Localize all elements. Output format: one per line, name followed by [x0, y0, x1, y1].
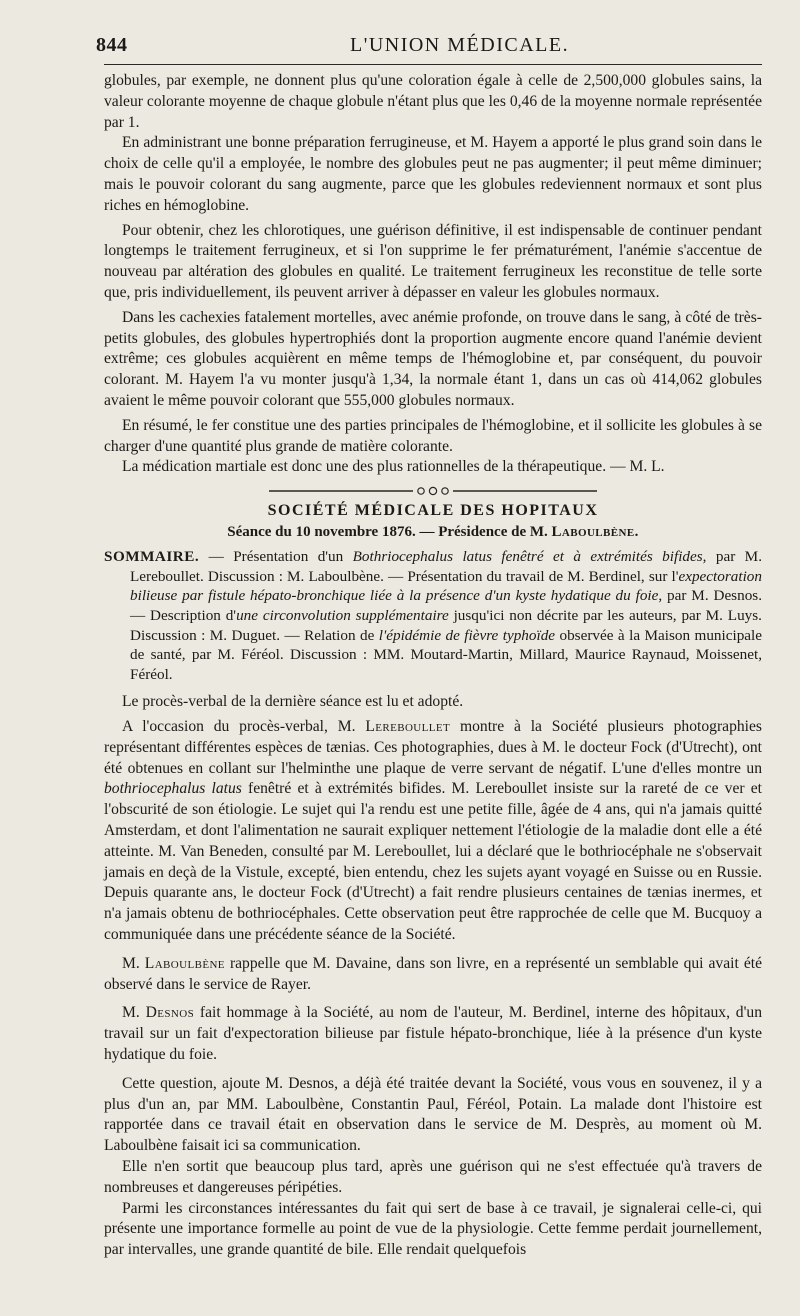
paragraph: Parmi les circonstances intéressantes du fait qui sert de base à ce travail, je signalerai celle-ci, qui présente une importance formelle au point de vue de la physiologie. Cette femme perdait journellement, par intervalles, une grande quantité de bile. Elle rendait quelquefois: [104, 1199, 762, 1259]
person-name: Laboulbène: [144, 954, 225, 972]
seance-text: Séance du 10 novembre 1876. — Présidence de M.: [227, 524, 548, 541]
paragraph: Pour obtenir, chez les chlorotiques, une guérison définitive, il est indispensable de continuer pendant longtemps le traitement ferrugineux, et si l'on supprime le fer prématurément, l'anémie s'accentue de nouveau par altération des globules en qualité. Le traitement ferrugineux les reconstitue de telle sorte que, pris individuellement, ils peuvent arriver à dépasser en valeur les globules normaux.: [104, 221, 762, 301]
sommaire: [104, 547, 762, 684]
sommaire-label: SOMMAIRE.: [104, 548, 200, 566]
paragraph: globules, par exemple, ne donnent plus qu'une coloration égale à celle de 2,500,000 globules sains, la valeur colorante moyenne de chaque globule n'étant plus que les 0,46 de la moyenne normale représentée par 1.: [104, 72, 762, 131]
paragraph: Cette question, ajoute M. Desnos, a déjà été traitée devant la Société, vous vous en souvenez, il y a plus d'un an, par MM. Laboulbène, Constantin Paul, Féréol, Potain. La malade dont l'histoire est rapportée dans ce travail était en observation dans le service de M. Desprès, au moment où M. Laboulbène faisait ici sa communication.: [104, 1074, 762, 1155]
paragraph: En résumé, le fer constitue une des parties principales de l'hémoglobine, et il sollicite les globules à se charger d'une quantité plus grande de matière colorante.: [104, 416, 762, 455]
paragraph: Dans les cachexies fatalement mortelles, avec anémie profonde, on trouve dans le sang, à côté de très-petits globules, des globules hypertrophiés dont la proportion augmente encore quand l'anémie devient extrême; ces globules acquièrent en même temps de l'hémoglobine et, par conséquent, du pouvoir colorant. M. Hayem l'a vu monter jusqu'à 1,34, la normale étant 1, dans un cas où 414,062 globules avaient le même pouvoir colorant que 555,000 globules normaux.: [104, 308, 762, 409]
sommaire-italic-title: Bothriocephalus latus fenêtré et à extrémités bifides: [352, 548, 703, 566]
article-body: [104, 65, 762, 1261]
seance-line: [104, 524, 762, 541]
sommaire-segment: — Présentation d'un: [199, 548, 353, 566]
page-number: 844: [96, 34, 128, 56]
person-name: Lereboullet: [365, 718, 451, 736]
paragraph: En administrant une bonne préparation ferrugineuse, et M. Hayem a apporté le plus grand soin dans le choix de celle qu'il a employée, le nombre des globules peut ne pas augmenter; il peut même diminuer; mais le pouvoir colorant du sang augmente, parce que les globules redeviennent normaux et sont plus riches en hémoglobine.: [104, 134, 762, 214]
paragraph: Elle n'en sortit que beaucoup plus tard, après une guérison qui ne s'est effectuée qu'à travers de nombreuses et dangereuses péripéties.: [104, 1158, 762, 1196]
paragraph: Le procès-verbal de la dernière séance est lu et adopté.: [122, 693, 464, 711]
species-name: bothriocephalus latus: [104, 780, 242, 798]
person-name: Desnos: [145, 1004, 195, 1022]
page-header: [96, 30, 762, 65]
sommaire-italic-title: une circonvolution supplémentaire: [236, 606, 449, 624]
president-name: Laboulbène.: [551, 524, 639, 541]
sommaire-italic-title: l'épidémie de fièvre typhoïde: [378, 626, 556, 644]
sommaire-segment: , par M. Desnos. — Description d': [130, 587, 762, 624]
sommaire-italic-title: expectoration bilieuse par fistule hépato-bronchique liée à la présence d'un kyste hydatique du foie: [130, 567, 762, 605]
sommaire-segment: jusqu'ici non décrite par les auteurs, par M. Luys. Discussion : M. Duguet. — Relation de: [130, 606, 762, 644]
sommaire-segment: observée à la Maison municipale de santé, par M. Féréol. Discussion : MM. Moutard-Martin, Millard, Maurice Raynaud, Moissenet, Féréol.: [130, 626, 762, 683]
paragraph-laboulbene: M. Laboulbène rappelle que M. Davaine, dans son livre, en a représenté un semblable qui avait été observé dans le service de Rayer.: [104, 954, 762, 993]
section-title: SOCIÉTÉ MÉDICALE DES HOPITAUX: [267, 502, 599, 520]
ornamental-divider: [263, 486, 603, 496]
paragraph-desnos: M. Desnos fait hommage à la Société, au nom de l'auteur, M. Berdinel, interne des hôpitaux, d'un travail sur un fait d'expectoration bilieuse par fistule hépato-bronchique, liée à la présence d'un kyste hydatique du foie.: [104, 1004, 763, 1064]
sommaire-text: [130, 548, 762, 683]
paragraph-lereboullet: A l'occasion du procès-verbal, M. Lereboullet montre à la Société plusieurs photographies représentant différentes espèces de tænias. Ces photographies, dues à M. le docteur Fock (d'Utrecht), ont été obtenues en collant sur l'helminthe une plaque de verre servant de négatif. L'une d'elles montre un bothriocephalus latus fenêtré et à extrémités bifides. M. Lereboullet insiste sur la rareté de ce ver et l'obscurité de son étiologie. Le sujet qui l'a rendu est une petite fille, âgée de 4 ans, qui n'a jamais quitté Amsterdam, et dont l'alimentation ne saurait expliquer nettement l'étiologie de la maladie dont elle a été atteinte. M. Van Beneden, consulté par M. Lereboullet, lui a déclaré que le bothriocéphale ne s'observait jamais en deçà de la Vistule, excepté, bien entendu, chez les sujets ayant voyagé en Suisse ou en Russie. Depuis quarante ans, le docteur Fock (d'Utrecht) a fait rendre plusieurs centaines de tænias inermes, et n'a jamais obtenu de bothriocéphales. Cette observation peut être rapprochée de celle que M. Bucquoy a communiquée dans une précédente séance de la Société.: [104, 718, 763, 944]
paragraph: La médication martiale est donc une des plus rationnelles de la thérapeutique. — M. L.: [122, 458, 665, 476]
running-title: L'UNION MÉDICALE.: [350, 34, 570, 56]
sommaire-segment: , par M. Lereboullet. Discussion : M. Laboulbène. — Présentation du travail de M. Berdinel, sur l': [130, 548, 762, 585]
